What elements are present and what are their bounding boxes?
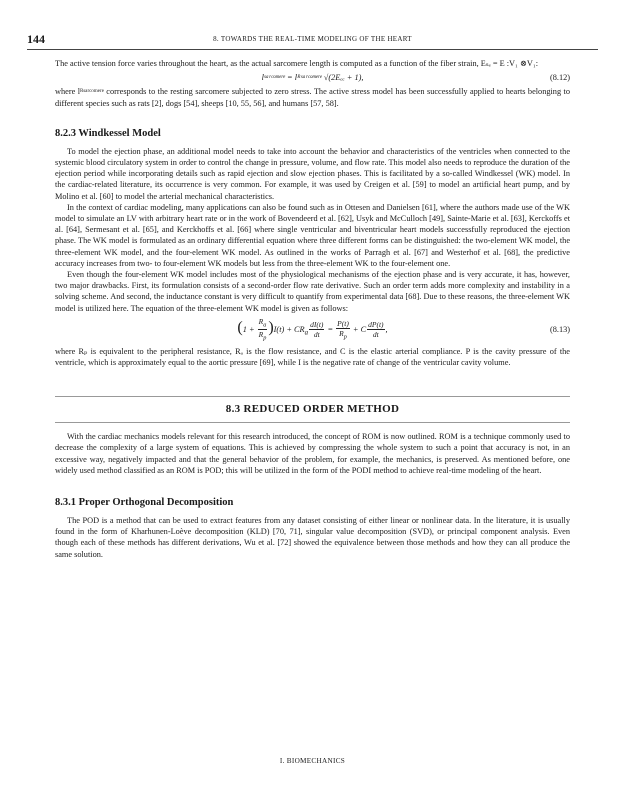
page-body bbox=[55, 58, 570, 560]
windkessel-paragraph-2: In the context of cardiac modeling, many applications can also be found such as in Ottesen and Danielsen [61], where the authors made use of the WK model to simulate an LV with arbitrary heart rate or in the work of Bovendeerd et al. [62], Usyk and McCulloch [49], Sainte-Marie et al. [63], Kerckoffs et al. [64], Sermesant et al. [65], and Kerckhoffs et al. [66] where single ventricular and biventricular heart models successfully reproduced the ejection phase. The WK model is formulated as an ordinary differential equation where three different forms can be distinguished: the two-element WK model, the three-element WK model, and the four-element WK model. As outlined in the works of Parragh et al. [67] and Westerhof et al. [68], the predictive accuracy increases from two- to four-element WK models but less from the three-element WK to the four-element one. bbox=[55, 202, 570, 268]
intro-paragraph-2: where lᴿˢᵃʳᶜᵒᵐᵉʳᵉ corresponds to the resting sarcomere subjected to zero stress. The active stress model has been successfully applied to hearts belonging to different species such as rats [2], dogs [54], sheeps [10, 55, 56], and humans [57, 58]. bbox=[55, 87, 570, 108]
equation-number: (8.12) bbox=[549, 73, 570, 83]
equation-8-13 bbox=[55, 317, 570, 343]
section-heading-8-2-3: 8.2.3 Windkessel Model bbox=[55, 127, 161, 139]
equation-8-13-body: (1 + $\frac{R_a}{R_p}$ )$I(t) + CR_a$ $\frac{dI(t)}{dt}$ = $\frac{P(t)}{R_p}$ + C $\frac{dP(t)}{dt}$ , bbox=[237, 316, 388, 342]
equation-8-12 bbox=[55, 72, 570, 83]
windkessel-paragraph-1: To model the ejection phase, an additional model needs to take into account the behavior and characteristics of the ventricles when connected to the systemic blood circulatory system in order to control the change in pressure, volume, and flow rate. This model also needs to reproduce the duration of the ejection period while incorporating details such as rapid ejection and slow ejection phases. This is facilitated by a so-called Windkessel (WK) model. In the cardiac-related literature, its occurrence is very common. For example, it was used by Creigen et al. [59] to model an artificial heart pump, and by Molino et al. [60] to model the arterial mechanical characteristics. bbox=[55, 146, 570, 201]
page-header bbox=[27, 34, 598, 46]
windkessel-paragraph-3: Even though the four-element WK model includes most of the physiological mechanisms of the ejection phase and is very accurate, it has, however, two major drawbacks. First, its formulation consists of a second-order flow rate derivative. Such an order term adds more complexity and instability in a solving scheme. And second, the inductance constant is very difficult to quantify from experimental data [68]. Due to these reasons, the three-element WK model is utilized here. The equation of the three-element WK model is given as follows: bbox=[55, 270, 570, 313]
page-number: 144 bbox=[27, 32, 45, 46]
section-heading-8-3: 8.3 REDUCED ORDER METHOD bbox=[225, 403, 400, 416]
page-footer: I. BIOMECHANICS bbox=[279, 757, 346, 765]
section-heading-8-3-1: 8.3.1 Proper Orthogonal Decomposition bbox=[55, 497, 234, 509]
equation-number: (8.13) bbox=[549, 325, 570, 335]
intro-paragraph: The active tension force varies throughout the heart, as the actual sarcomere length is computed as a function of the fiber strain, Eₛₑ = E :V₁ ⊗V₁: bbox=[55, 59, 539, 68]
rom-paragraph: With the cardiac mechanics models relevant for this research introduced, the concept of ROM is now outlined. ROM is a technique commonly used to decrease the complexity of a large system of equations. This is achieved by compressing the whole system to such a point that accuracy is not, in an excessive way, negatively impacted and that the general behavior of the problem, for example, the mechanics, is preserved. As mentioned before, one widely used method classified as an ROM is POD; this will be utilized in the form of the PODI method to achieve real-time modeling of the heart. bbox=[55, 432, 570, 475]
pod-paragraph: The POD is a method that can be used to extract features from any dataset consisting of either linear or nonlinear data. In the literature, it is usually found in the form of Kharhunen-Loève decomposition (KLD) [70, 71], singular value decomposition (SVD), or principal component analysis. Even though each of these methods has different derivations, Wu et al. [72] showed the equivalence between those methods and how they can all produce the same solution. bbox=[55, 516, 570, 559]
equation-8-12-body: lˢᵃʳᶜᵒᵐᵉʳᵉ = lᴿˢᵃʳᶜᵒᵐᵉʳᵉ √(2Eₑₑ + 1), bbox=[261, 73, 364, 83]
windkessel-paragraph-4: where Rₚ is equivalent to the peripheral resistance, Rₐ is the flow resistance, and C is the elastic arterial compliance. P is the cavity pressure of the ventricle, which is approximately equal to the aortic pressure [69], while I is the negative rate of change of the ventricular cavity volume. bbox=[55, 346, 570, 368]
header-rule bbox=[27, 49, 598, 50]
running-title: 8. TOWARDS THE REAL-TIME MODELING OF THE HEART bbox=[213, 35, 412, 43]
